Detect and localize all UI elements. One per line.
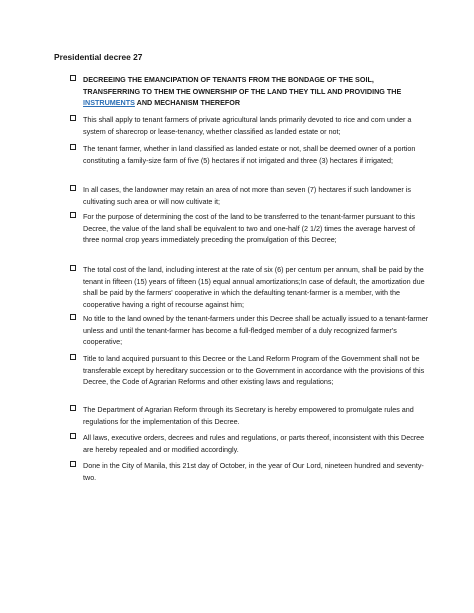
checkbox-icon[interactable] xyxy=(70,265,76,271)
list-item: This shall apply to tenant farmers of private agricultural lands primarily devoted to rice and corn under a system of sharecrop or lease-tenancy, whether classified as landed estate or not; xyxy=(70,114,430,137)
checkbox-icon[interactable] xyxy=(70,405,76,411)
list-item: All laws, executive orders, decrees and rules and regulations, or parts thereof, inconsistent with this Decree are hereby repealed and or modified accordingly. xyxy=(70,432,430,455)
document-title: Presidential decree 27 xyxy=(54,52,143,62)
checkbox-icon[interactable] xyxy=(70,314,76,320)
heading-text: DECREEING THE EMANCIPATION OF TENANTS FROM THE BONDAGE OF THE SOIL, TRANSFERRING TO THEM THE OWNERSHIP OF THE LAND THEY TILL AND PROVIDING THE INSTRUMENTS AND MECHANISM THEREFOR xyxy=(83,75,402,108)
list-item: The Department of Agrarian Reform through its Secretary is hereby empowered to promulgate rules and regulations for the implementation of this Decree. xyxy=(70,404,430,427)
list-item: The total cost of the land, including interest at the rate of six (6) per centum per annum, shall be paid by the tenant in fifteen (15) years of fifteen (15) equal annual amortizations;In case of default, the amortization due shall be paid by the farmers' cooperative in which the defaulting tenant-farmer is a member, with the cooperative having a right of recourse against him; xyxy=(70,264,430,310)
checkbox-icon[interactable] xyxy=(70,115,76,121)
checkbox-icon[interactable] xyxy=(70,185,76,191)
list-item: In all cases, the landowner may retain an area of not more than seven (7) hectares if such landowner is cultivating such area or will now cultivate it; xyxy=(70,184,430,207)
checkbox-icon[interactable] xyxy=(70,461,76,467)
list-item: The tenant farmer, whether in land classified as landed estate or not, shall be deemed owner of a portion constituting a family-size farm of five (5) hectares if not irrigated and three (3) hectares if irrigated; xyxy=(70,143,430,166)
list-item: No title to the land owned by the tenant-farmers under this Decree shall be actually issued to a tenant-farmer unless and until the tenant-farmer has become a full-fledged member of a duly recognized farmer's cooperative; xyxy=(70,313,430,348)
list-item: Title to land acquired pursuant to this Decree or the Land Reform Program of the Government shall not be transferable except by hereditary succession or to the Government in accordance with the provisions of this Decree, the Code of Agrarian Reforms and other existing laws and regulations; xyxy=(70,353,430,388)
list-item: For the purpose of determining the cost of the land to be transferred to the tenant-farmer pursuant to this Decree, the value of the land shall be equivalent to two and one-half (2 1/2) times the average harvest of three normal crop years immediately preceding the promulgation of this Decree; xyxy=(70,211,430,246)
checkbox-icon[interactable] xyxy=(70,433,76,439)
checkbox-icon[interactable] xyxy=(70,75,76,81)
checkbox-icon[interactable] xyxy=(70,354,76,360)
list-item: Done in the City of Manila, this 21st day of October, in the year of Our Lord, nineteen hundred and seventy-two. xyxy=(70,460,430,483)
decree-heading xyxy=(70,74,430,109)
checkbox-icon[interactable] xyxy=(70,144,76,150)
instruments-link[interactable]: INSTRUMENTS xyxy=(83,98,135,108)
checkbox-icon[interactable] xyxy=(70,212,76,218)
